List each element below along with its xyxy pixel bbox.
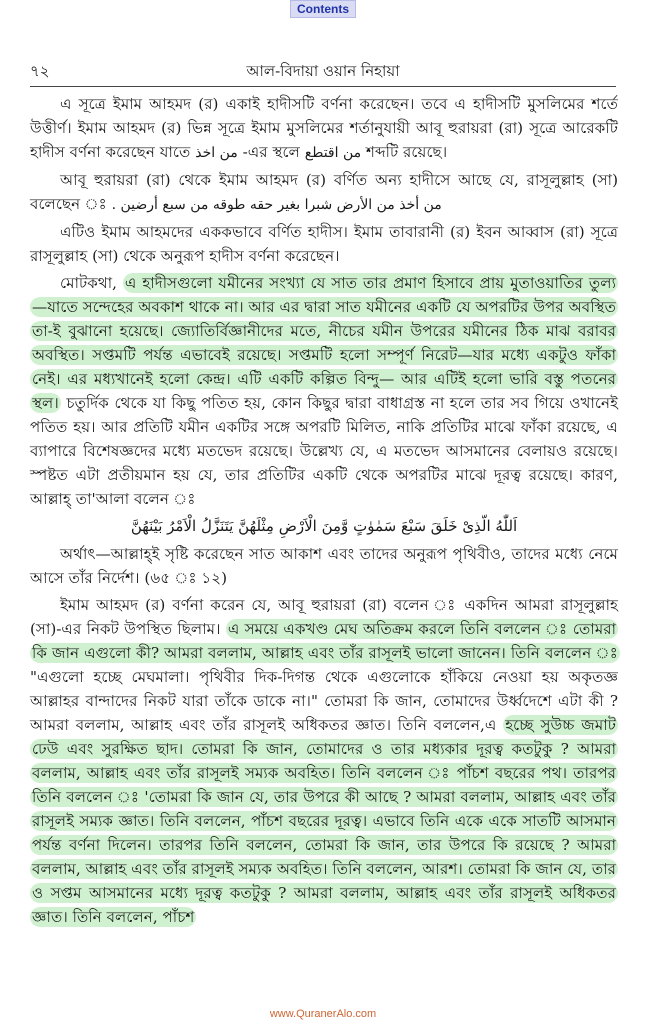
paragraph-3: এটিও ইমাম আহমদের এককভাবে বর্ণিত হাদীস। ইমাম তাবারানী (র) ইবন আব্বাস (রা) সূত্রে রাসূলুল্লাহ (সা) থেকে অনুরূপ হাদীস বর্ণনা করেছেন। (30, 223, 618, 265)
highlighted-passage-2: এ সময়ে একখণ্ড মেঘ অতিক্রম করলে তিনি বললেন ঃ তোমরা কি জান এগুলো কী? আমরা বললাম, আল্লাহ এবং তাঁর রাসূলই ভালো জানেন। তিনি বললেন ঃ (32, 620, 618, 662)
book-title: আল-বিদায়া ওয়ান নিহায়া (246, 62, 400, 80)
paragraph-4 (30, 271, 618, 511)
page-number: ৭২ (30, 62, 50, 80)
footer-url[interactable]: www.QuranerAlo.com (269, 1008, 377, 1020)
quran-verse-arabic: اَللّٰهُ الَّذِىْ خَلَقَ سَبْعَ سَمٰوٰتٍ وَّمِنَ الْاَرْضِ مِثْلَهُنَّ يَتَنَزَّلُ الْاَمْرُ بَيْنَهُنَّ (130, 517, 518, 535)
paragraph-2 (30, 168, 618, 217)
arabic-word-b: من اقتطع (304, 145, 362, 161)
paragraph-1-text-a: এ সূত্রে ইমাম আহমদ (র) একাই হাদীসটি বর্ণনা করেছেন। তবে এ হাদীসটি মুসলিমের শর্তে উত্তীর্ণ। ইমাম আহমদ (র) ভিন্ন সূত্রে ইমাম মুসলিমের শর্তানুযায়ী আবূ হুরায়রা (রা) সূত্রে আরেকটি হাদীস বর্ণনা করেছেন যাতে (30, 95, 618, 161)
hadith-arabic: من أخذ من الأرض شبرا بغير حقه طوقه من سبع أرضين . (111, 197, 442, 213)
paragraph-4-intro: মোটকথা, (60, 274, 117, 292)
page-body (30, 92, 618, 932)
paragraph-2-text: আবূ হুরায়রা (রা) থেকে ইমাম আহমদ (র) বর্ণিত অন্য হাদীসে আছে যে, রাসূলুল্লাহ (সা) বলেছেন ঃ (30, 171, 618, 213)
paragraph-1-text-c: শব্দটি রয়েছে। (365, 143, 448, 161)
paragraph-4-rest: চতুর্দিক থেকে যা কিছু পতিত হয়, কোন কিছুর দ্বারা বাধাগ্রস্ত না হলে তার সব গিয়ে ওখানেই পতিত হয়। আর প্রতিটি যমীন একটির সঙ্গে অপরটি মিলিত, নাকি প্রতিটির মাঝে ফাঁকা রয়েছে, এ ব্যাপারে বিশেষজ্ঞদের মধ্যে মতভেদ রয়েছে। উল্লেখ্য যে, এ মতভেদ আসমানের বেলায়ও রয়েছে। স্পষ্টত এটা প্রতীয়মান হয় যে, তার প্রতিটির একটি থেকে অপরটির মাঝে দূরত্ব রয়েছে। কারণ, আল্লাহ্ তা'আলা বলেন ঃ (30, 394, 619, 508)
arabic-word-a: من اخذ (195, 145, 238, 161)
contents-link[interactable]: Contents (290, 0, 356, 18)
paragraph-6-mid: "এগুলো হচ্ছে মেঘমালা। পৃথিবীর দিক-দিগন্ত থেকে এগুলোকে হাঁকিয়ে নেওয়া হয় অকৃতজ্ঞ আল্লাহর বান্দাদের নিকট যারা তাঁকে ডাকে না।" তোমরা কি জান, তোমাদের উর্ধ্বদেশে এটা কী ? আমরা বললাম, আল্লাহ এবং তাঁর রাসূলই অধিকতর জ্ঞাত। তিনি বললেন,এ (30, 668, 618, 734)
highlighted-passage-3: হচ্ছে সুউচ্চ জমাট ঢেউ এবং সুরক্ষিত ছাদ। তোমরা কি জান, তোমাদের ও তার মধ্যকার দূরত্ব কতটুকু ? আমরা বললাম, আল্লাহ এবং তাঁর রাসূলই সম্যক অবহিত। তিনি বললেন ঃ পাঁচশ বছরের পথ। তারপর তিনি বললেন ঃ 'তোমরা কি জান যে, তার উপরে কী আছে ? আমরা বললাম, আল্লাহ এবং তাঁর রাসূলই সম্যক জ্ঞাত। তিনি বললেন, পাঁচশ বছরের দূরত্ব। এভাবে তিনি একে একে সাতটি আসমান পর্যন্ত বর্ণনা দিলেন। তারপর তিনি বললেন, তোমরা কি জান, তার উপরে কি রয়েছে ? আমরা বললাম, আল্লাহ এবং তাঁর রাসূলই সম্যক অবহিত। তিনি বললেন, আরশ। তোমরা কি জান যে, তার ও সপ্তম আসমানের মধ্যে দূরত্ব কতটুকু ? আমরা বললাম, আল্লাহ এবং তাঁর রাসূলই অধিকতর জ্ঞাত। তিনি বললেন, পাঁচশ (32, 716, 617, 926)
paragraph-1-text-b: -এর স্থলে (242, 143, 300, 161)
page-header (30, 60, 616, 82)
highlighted-passage-1: এ হাদীসগুলো যমীনের সংখ্যা যে সাত তার প্রমাণ হিসাবে প্রায় মুতাওয়াতির তুল্য—যাতে সন্দেহের অবকাশ থাকে না। আর এর দ্বারা সাত যমীনের একটি যে অপরটির উপর অবস্থিত তা-ই বুঝানো হয়েছে। জ্যোতির্বিজ্ঞানীদের মতে, নীচের যমীন উপরের যমীনের ঠিক মাঝ বরাবর অবস্থিত। সপ্তমটি পর্যন্ত এভাবেই রয়েছে। সপ্তমটি হলো সম্পূর্ণ নিরেট—যার মধ্যে একটুও ফাঁকা নেই। এর মধ্যখানেই হলো কেন্দ্র। এটি একটি কল্পিত বিন্দু— আর এটিই হলো ভারি বস্তু পতনের স্থল। (32, 274, 616, 412)
paragraph-5: অর্থাৎ—আল্লাহ্ই সৃষ্টি করেছেন সাত আকাশ এবং তাদের অনুরূপ পৃথিবীও, তাদের মধ্যে নেমে আসে তাঁর নির্দেশ। (৬৫ ঃ ১২) (30, 545, 618, 587)
paragraph-6 (30, 593, 618, 929)
header-rule (30, 86, 616, 87)
paragraph-1 (30, 92, 618, 165)
paragraph-6-intro: ইমাম আহমদ (র) বর্ণনা করেন যে, আবূ হুরায়রা (রা) বলেন ঃ একদিন আমরা রাসূলুল্লাহ (সা)-এর নিকট উপস্থিত ছিলাম। (30, 596, 618, 638)
